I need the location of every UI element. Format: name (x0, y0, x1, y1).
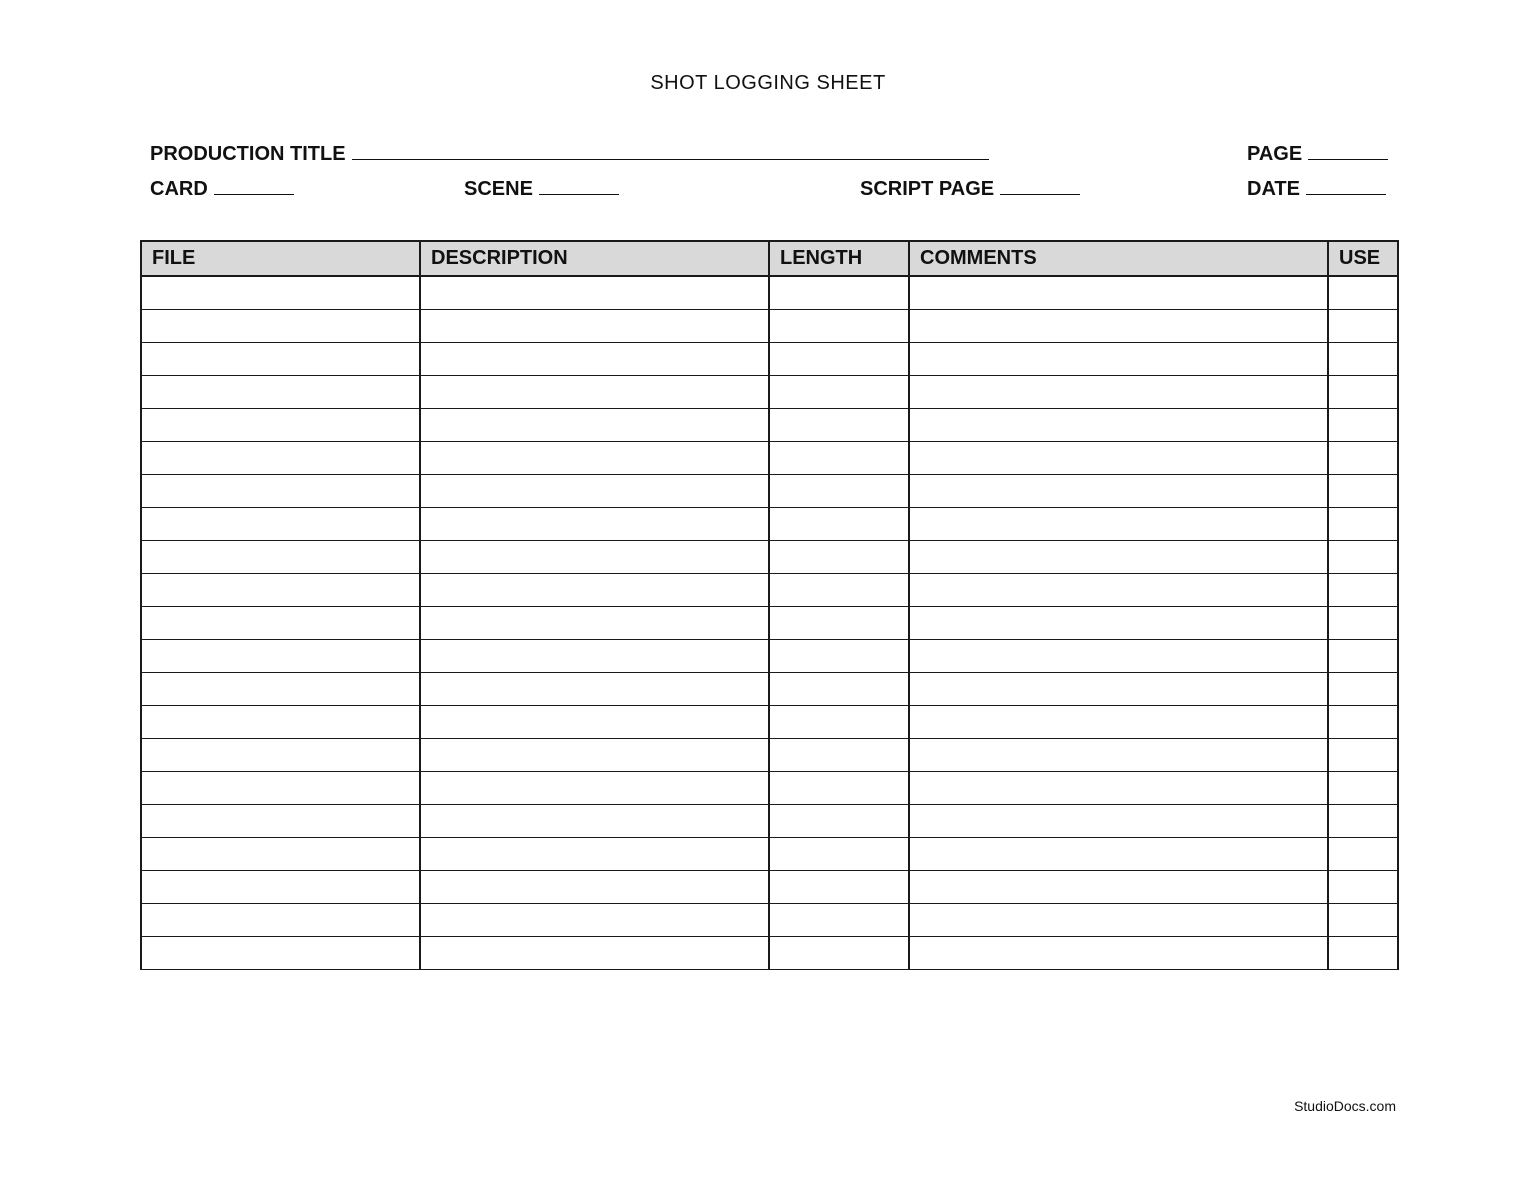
cell-description[interactable] (420, 640, 769, 673)
cell-use[interactable] (1328, 541, 1398, 574)
cell-length[interactable] (769, 276, 909, 310)
cell-description[interactable] (420, 574, 769, 607)
column-header-length: LENGTH (769, 241, 909, 276)
cell-file[interactable] (141, 607, 420, 640)
table-row (141, 739, 1398, 772)
cell-file[interactable] (141, 508, 420, 541)
cell-length[interactable] (769, 508, 909, 541)
table-row (141, 805, 1398, 838)
table-header-row (141, 241, 1398, 276)
table-row (141, 508, 1398, 541)
cell-description[interactable] (420, 310, 769, 343)
cell-length[interactable] (769, 673, 909, 706)
cell-length[interactable] (769, 640, 909, 673)
cell-use[interactable] (1328, 343, 1398, 376)
cell-description[interactable] (420, 805, 769, 838)
cell-file[interactable] (141, 640, 420, 673)
cell-file[interactable] (141, 904, 420, 937)
cell-file[interactable] (141, 673, 420, 706)
cell-file[interactable] (141, 937, 420, 970)
table-row (141, 937, 1398, 970)
cell-comments[interactable] (909, 904, 1328, 937)
cell-use[interactable] (1328, 508, 1398, 541)
table-row (141, 640, 1398, 673)
cell-file[interactable] (141, 706, 420, 739)
cell-description[interactable] (420, 442, 769, 475)
cell-file[interactable] (141, 343, 420, 376)
cell-use[interactable] (1328, 772, 1398, 805)
cell-description[interactable] (420, 376, 769, 409)
production-title-field[interactable] (150, 143, 989, 166)
cell-file[interactable] (141, 276, 420, 310)
table-row (141, 838, 1398, 871)
cell-length[interactable] (769, 475, 909, 508)
cell-file[interactable] (141, 772, 420, 805)
cell-use[interactable] (1328, 607, 1398, 640)
column-header-file: FILE (141, 241, 420, 276)
column-header-description: DESCRIPTION (420, 241, 769, 276)
cell-use[interactable] (1328, 838, 1398, 871)
cell-use[interactable] (1328, 310, 1398, 343)
scene-field[interactable] (464, 178, 619, 201)
cell-length[interactable] (769, 805, 909, 838)
script-page-label: SCRIPT PAGE (860, 178, 995, 200)
table-row (141, 871, 1398, 904)
column-header-use: USE (1328, 241, 1398, 276)
cell-length[interactable] (769, 376, 909, 409)
table-body (141, 276, 1398, 970)
cell-length[interactable] (769, 409, 909, 442)
cell-file[interactable] (141, 739, 420, 772)
cell-comments[interactable] (909, 805, 1328, 838)
cell-file[interactable] (141, 475, 420, 508)
cell-comments[interactable] (909, 739, 1328, 772)
card-label: CARD (150, 178, 208, 200)
cell-use[interactable] (1328, 409, 1398, 442)
date-field[interactable] (1247, 178, 1386, 201)
table-row (141, 904, 1398, 937)
cell-length[interactable] (769, 772, 909, 805)
cell-comments[interactable] (909, 607, 1328, 640)
date-blank[interactable] (1306, 178, 1386, 195)
cell-comments[interactable] (909, 376, 1328, 409)
cell-use[interactable] (1328, 673, 1398, 706)
cell-description[interactable] (420, 343, 769, 376)
cell-use[interactable] (1328, 276, 1398, 310)
production-title-label: PRODUCTION TITLE (150, 143, 346, 165)
cell-file[interactable] (141, 541, 420, 574)
cell-description[interactable] (420, 409, 769, 442)
cell-description[interactable] (420, 541, 769, 574)
cell-use[interactable] (1328, 871, 1398, 904)
production-title-blank[interactable] (352, 143, 989, 160)
sheet-title: SHOT LOGGING SHEET (650, 72, 886, 94)
script-page-blank[interactable] (1000, 178, 1080, 195)
cell-comments[interactable] (909, 772, 1328, 805)
cell-comments[interactable] (909, 838, 1328, 871)
table-row (141, 772, 1398, 805)
cell-length[interactable] (769, 937, 909, 970)
shot-log-table (140, 240, 1399, 970)
table-row (141, 310, 1398, 343)
cell-comments[interactable] (909, 409, 1328, 442)
cell-file[interactable] (141, 442, 420, 475)
cell-comments[interactable] (909, 310, 1328, 343)
cell-use[interactable] (1328, 805, 1398, 838)
cell-length[interactable] (769, 574, 909, 607)
cell-description[interactable] (420, 508, 769, 541)
page-label: PAGE (1247, 143, 1303, 165)
script-page-field[interactable] (860, 178, 1080, 201)
cell-length[interactable] (769, 343, 909, 376)
cell-comments[interactable] (909, 343, 1328, 376)
scene-blank[interactable] (539, 178, 619, 195)
card-field[interactable] (150, 178, 294, 201)
page-field[interactable] (1247, 143, 1388, 166)
column-header-comments: COMMENTS (909, 241, 1328, 276)
cell-comments[interactable] (909, 475, 1328, 508)
table-row (141, 276, 1398, 310)
cell-comments[interactable] (909, 673, 1328, 706)
cell-length[interactable] (769, 739, 909, 772)
cell-comments[interactable] (909, 276, 1328, 310)
cell-file[interactable] (141, 871, 420, 904)
page-blank[interactable] (1308, 143, 1388, 160)
cell-comments[interactable] (909, 574, 1328, 607)
cell-file[interactable] (141, 574, 420, 607)
cell-description[interactable] (420, 706, 769, 739)
cell-description[interactable] (420, 673, 769, 706)
cell-length[interactable] (769, 541, 909, 574)
cell-use[interactable] (1328, 376, 1398, 409)
table-row (141, 607, 1398, 640)
table-row (141, 409, 1398, 442)
cell-description[interactable] (420, 904, 769, 937)
cell-comments[interactable] (909, 442, 1328, 475)
cell-length[interactable] (769, 607, 909, 640)
table-row (141, 673, 1398, 706)
cell-length[interactable] (769, 442, 909, 475)
scene-label: SCENE (464, 178, 533, 200)
cell-length[interactable] (769, 838, 909, 871)
cell-file[interactable] (141, 376, 420, 409)
cell-comments[interactable] (909, 541, 1328, 574)
cell-file[interactable] (141, 310, 420, 343)
cell-use[interactable] (1328, 574, 1398, 607)
cell-use[interactable] (1328, 475, 1398, 508)
cell-description[interactable] (420, 739, 769, 772)
cell-description[interactable] (420, 475, 769, 508)
cell-comments[interactable] (909, 706, 1328, 739)
cell-file[interactable] (141, 409, 420, 442)
cell-use[interactable] (1328, 739, 1398, 772)
table-row (141, 442, 1398, 475)
table-row (141, 574, 1398, 607)
cell-file[interactable] (141, 805, 420, 838)
cell-length[interactable] (769, 706, 909, 739)
cell-comments[interactable] (909, 871, 1328, 904)
cell-comments[interactable] (909, 640, 1328, 673)
cell-description[interactable] (420, 838, 769, 871)
cell-comments[interactable] (909, 937, 1328, 970)
card-blank[interactable] (214, 178, 294, 195)
cell-description[interactable] (420, 871, 769, 904)
cell-file[interactable] (141, 838, 420, 871)
cell-description[interactable] (420, 772, 769, 805)
cell-comments[interactable] (909, 508, 1328, 541)
cell-use[interactable] (1328, 442, 1398, 475)
cell-length[interactable] (769, 871, 909, 904)
table-row (141, 541, 1398, 574)
cell-use[interactable] (1328, 937, 1398, 970)
cell-use[interactable] (1328, 904, 1398, 937)
cell-description[interactable] (420, 937, 769, 970)
cell-use[interactable] (1328, 640, 1398, 673)
cell-description[interactable] (420, 607, 769, 640)
table-row (141, 706, 1398, 739)
table-row (141, 343, 1398, 376)
footer-website: StudioDocs.com (1294, 1098, 1396, 1114)
table-row (141, 376, 1398, 409)
table-row (141, 475, 1398, 508)
date-label: DATE (1247, 178, 1300, 200)
cell-length[interactable] (769, 310, 909, 343)
cell-description[interactable] (420, 276, 769, 310)
cell-use[interactable] (1328, 706, 1398, 739)
cell-length[interactable] (769, 904, 909, 937)
